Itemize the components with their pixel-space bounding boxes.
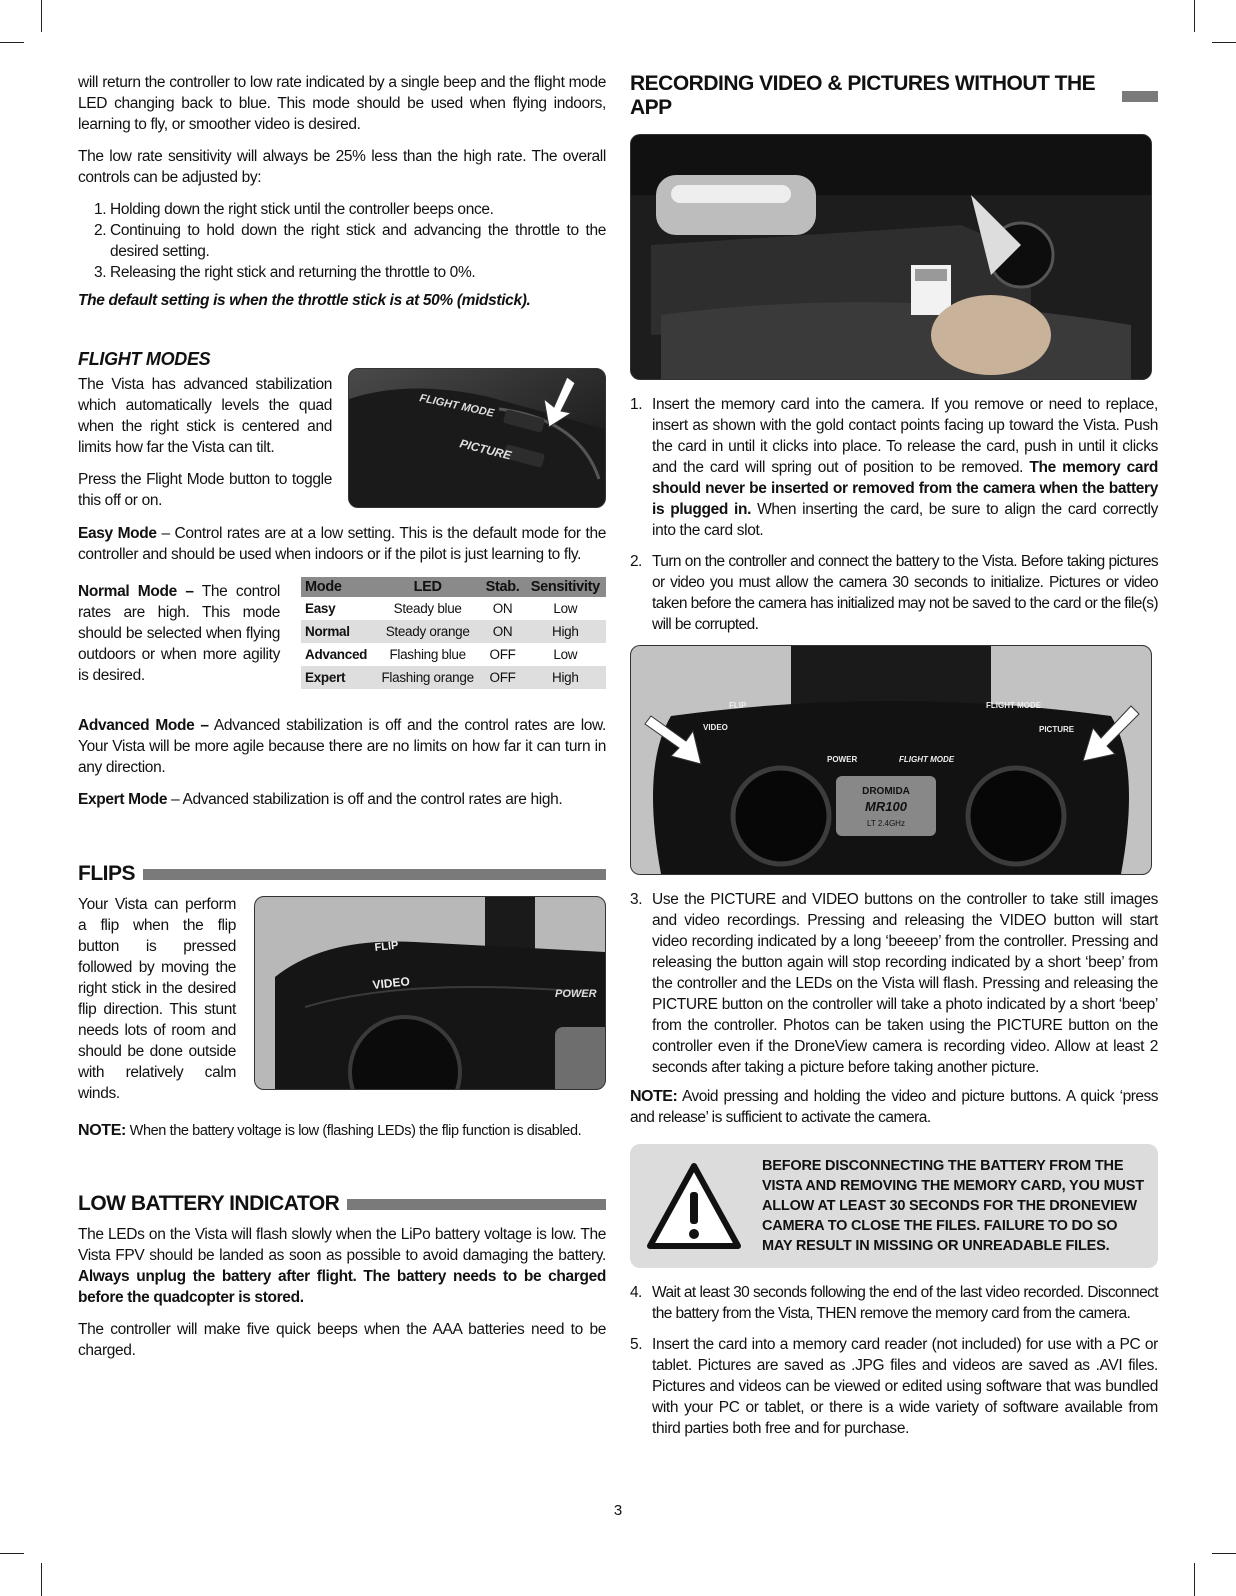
table-header: Mode <box>301 577 375 597</box>
right-column <box>630 72 1158 1449</box>
flight-mode-top-label: FLIGHT MODE <box>986 701 1042 710</box>
heading-rule <box>143 869 606 880</box>
adjust-steps-list <box>78 199 606 283</box>
low-battery-para1: The LEDs on the Vista will flash slowly when the LiPo battery voltage is low. The Vista FPV should be landed as soon as possible to avoid damaging the battery. Always unplug the battery after flight. The battery needs to be charged before the quadcopter is stored. <box>78 1226 606 1306</box>
flight-mode-button-photo <box>348 368 606 508</box>
low-battery-heading: LOW BATTERY INDICATOR <box>78 1192 606 1216</box>
flips-note: NOTE: When the battery voltage is low (flashing LEDs) the flip function is disabled. <box>78 1122 582 1139</box>
right-stick-icon <box>968 768 1064 864</box>
warning-box <box>630 1144 1158 1268</box>
flight-modes-block <box>78 374 606 511</box>
crop-mark <box>41 1563 42 1596</box>
controller-closeup-image <box>349 369 605 507</box>
flight-modes-para1: The Vista has advanced stabilization which automatically levels the quad when the right stick is centered and limits how far the Vista can tilt. <box>78 376 332 456</box>
easy-mode-paragraph: Easy Mode – Control rates are at a low setting. This is the default mode for the controller and should be used when indoors or if the pilot is just learning to fly. <box>78 525 606 563</box>
flips-block <box>78 894 606 1104</box>
note-label: NOTE: <box>630 1088 678 1105</box>
recording-heading: RECORDING VIDEO & PICTURES WITHOUT THE APP <box>630 72 1158 120</box>
flight-mode-label: FLIGHT MODE <box>899 755 955 764</box>
normal-mode-label: Normal Mode – <box>78 583 194 600</box>
camera-card-image <box>631 135 1151 379</box>
table-header: Stab. <box>480 577 524 597</box>
warning-text: BEFORE DISCONNECTING THE BATTERY FROM THE VISTA AND REMOVING THE MEMORY CARD, YOU MUST ALLOW AT LEAST 30 SECONDS FOR THE DRONEVIEW CAMERA TO CLOSE THE FILES. FAILURE TO DO SO MAY RESULT IN MISSING OR UNREADABLE FILES. <box>762 1158 1144 1254</box>
crop-mark <box>0 42 24 43</box>
list-item: 5. Insert the card into a memory card reader (not included) for use with a PC or tablet. Pictures are saved as .JPG files and videos are saved as .AVI files. Pictures and videos can be viewed or edited using software that was bundled with your PC or tablet, or there is a wide variety of software available from third parties both free and for purchase. <box>630 1336 1158 1437</box>
recording-steps-list-2 <box>630 889 1158 1078</box>
recording-steps-list <box>630 394 1158 635</box>
table-header-row <box>301 577 606 597</box>
advanced-mode-label: Advanced Mode – <box>78 717 209 734</box>
full-controller-image <box>631 646 1151 874</box>
note-label: NOTE: <box>78 1122 127 1139</box>
warning-icon <box>644 1160 744 1252</box>
table-row: Expert Flashing orange OFF High <box>301 666 606 689</box>
list-item: 3. Releasing the right stick and returning the throttle to 0%. <box>94 264 476 281</box>
table-header: Sensitivity <box>525 577 606 597</box>
flip-button-photo <box>254 896 606 1090</box>
heading-rule <box>1122 91 1158 102</box>
default-setting-note: The default setting is when the throttle stick is at 50% (midstick). <box>78 292 531 309</box>
list-item: 2. Continuing to hold down the right stick and advancing the throttle to the desired setting. <box>94 222 606 260</box>
crop-mark <box>0 1553 24 1554</box>
normal-mode-paragraph: Normal Mode – The control rates are high. This mode should be selected when flying outdoors or when more agility is desired. <box>78 583 280 684</box>
left-column <box>78 72 606 1361</box>
picture-label: PICTURE <box>458 436 513 463</box>
crop-mark <box>1194 0 1195 32</box>
frequency-label: LT 2.4GHz <box>867 819 905 828</box>
flip-controller-image <box>255 897 605 1089</box>
flight-modes-table <box>301 577 606 689</box>
table-row: Normal Steady orange ON High <box>301 620 606 643</box>
list-item: 2. Turn on the controller and connect the battery to the Vista. Before taking pictures or video you must allow the camera 30 seconds to initialize. Pictures or video taken before the camera has initialized may not be saved to the card or the file(s) will be corrupted. <box>630 553 1158 633</box>
flip-label: FLIP <box>729 701 747 710</box>
heading-rule <box>347 1199 606 1210</box>
flips-paragraph: Your Vista can perform a flip when the flip button is pressed followed by moving the right stick in the desired flip direction. This stunt needs lots of room and should be done outside with relatively calm winds. <box>78 896 236 1102</box>
list-item: 4. Wait at least 30 seconds following the end of the last video recorded. Disconnect the battery from the Vista, THEN remove the memory card from the camera. <box>630 1284 1158 1322</box>
expert-mode-paragraph: Expert Mode – Advanced stabilization is off and the control rates are high. <box>78 791 563 808</box>
controller-photo <box>630 645 1152 875</box>
finger-shape <box>931 295 1051 375</box>
flips-heading: FLIPS <box>78 862 606 886</box>
battery-shape <box>656 175 816 235</box>
power-label: POWER <box>555 988 597 1000</box>
sensitivity-paragraph: The low rate sensitivity will always be 25% less than the high rate. The overall controls can be adjusted by: <box>78 148 606 186</box>
flight-modes-heading: FLIGHT MODES <box>78 349 211 369</box>
intro-paragraph: will return the controller to low rate indicated by a single beep and the flight mode LED changing back to blue. This mode should be used when flying indoors, learning to fly, or smoother video is desired. <box>78 74 606 133</box>
table-header: LED <box>375 577 481 597</box>
crop-mark <box>1194 1563 1195 1596</box>
left-stick-icon <box>733 768 829 864</box>
advanced-mode-paragraph: Advanced Mode – Advanced stabilization is off and the control rates are low. Your Vista will be more agile because there are no limits on how far it can turn in any direction. <box>78 717 606 776</box>
easy-mode-label: Easy Mode <box>78 525 157 542</box>
memory-card-photo <box>630 134 1152 380</box>
video-label: VIDEO <box>703 723 728 732</box>
list-item: 3. Use the PICTURE and VIDEO buttons on the controller to take still images and video recordings. Pressing and releasing the VIDEO button will start video recording indicated by a long ‘beeeep’ from the controller. Pressing and releasing the button again will stop recording indicated by a short ‘beep’ from the controller and the LEDs on the Vista will flash. Pressing and releasing the PICTURE button on the controller will take a photo indicated by a short ‘beep’ from the controller. Photos can be taken using the PICTURE button on the controller even if the DroneView camera is recording video. Allow at least 2 seconds after taking a picture before taking another picture. <box>630 891 1158 1076</box>
table-row: Advanced Flashing blue OFF Low <box>305 647 578 662</box>
recording-steps-list-3 <box>630 1282 1158 1439</box>
page-number: 3 <box>613 1502 623 1519</box>
flight-mode-label: FLIGHT MODE <box>418 392 495 420</box>
normal-mode-block <box>78 577 606 689</box>
list-item: 1. Holding down the right stick until the controller beeps once. <box>94 201 494 218</box>
picture-label: PICTURE <box>1039 725 1075 734</box>
crop-mark <box>41 0 42 32</box>
recording-note: NOTE: Avoid pressing and holding the video and picture buttons. A quick ‘press and release’ is sufficient to activate the camera. <box>630 1088 1158 1126</box>
video-label: VIDEO <box>371 974 411 992</box>
crop-mark <box>1212 42 1236 43</box>
power-label: POWER <box>827 755 858 764</box>
list-item: 1. Insert the memory card into the camera. If you remove or need to replace, insert as shown with the gold contact points facing up toward the Vista. Push the card in until it clicks into place. To release the card, push in until it clicks and the card will spring out of position to be removed. The memory card should never be inserted or removed from the camera when the battery is plugged in. When inserting the card, be sure to align the card correctly into the card slot. <box>630 396 1158 539</box>
model-label: MR100 <box>865 799 907 814</box>
brand-label: DROMIDA <box>862 786 910 797</box>
expert-mode-label: Expert Mode <box>78 791 168 808</box>
table-row: Easy Steady blue ON Low <box>305 601 578 616</box>
low-battery-para2: The controller will make five quick beeps when the AAA batteries need to be charged. <box>78 1321 606 1359</box>
crop-mark <box>1212 1553 1236 1554</box>
flip-label: FLIP <box>374 939 400 954</box>
flight-modes-para2: Press the Flight Mode button to toggle this off or on. <box>78 471 332 509</box>
